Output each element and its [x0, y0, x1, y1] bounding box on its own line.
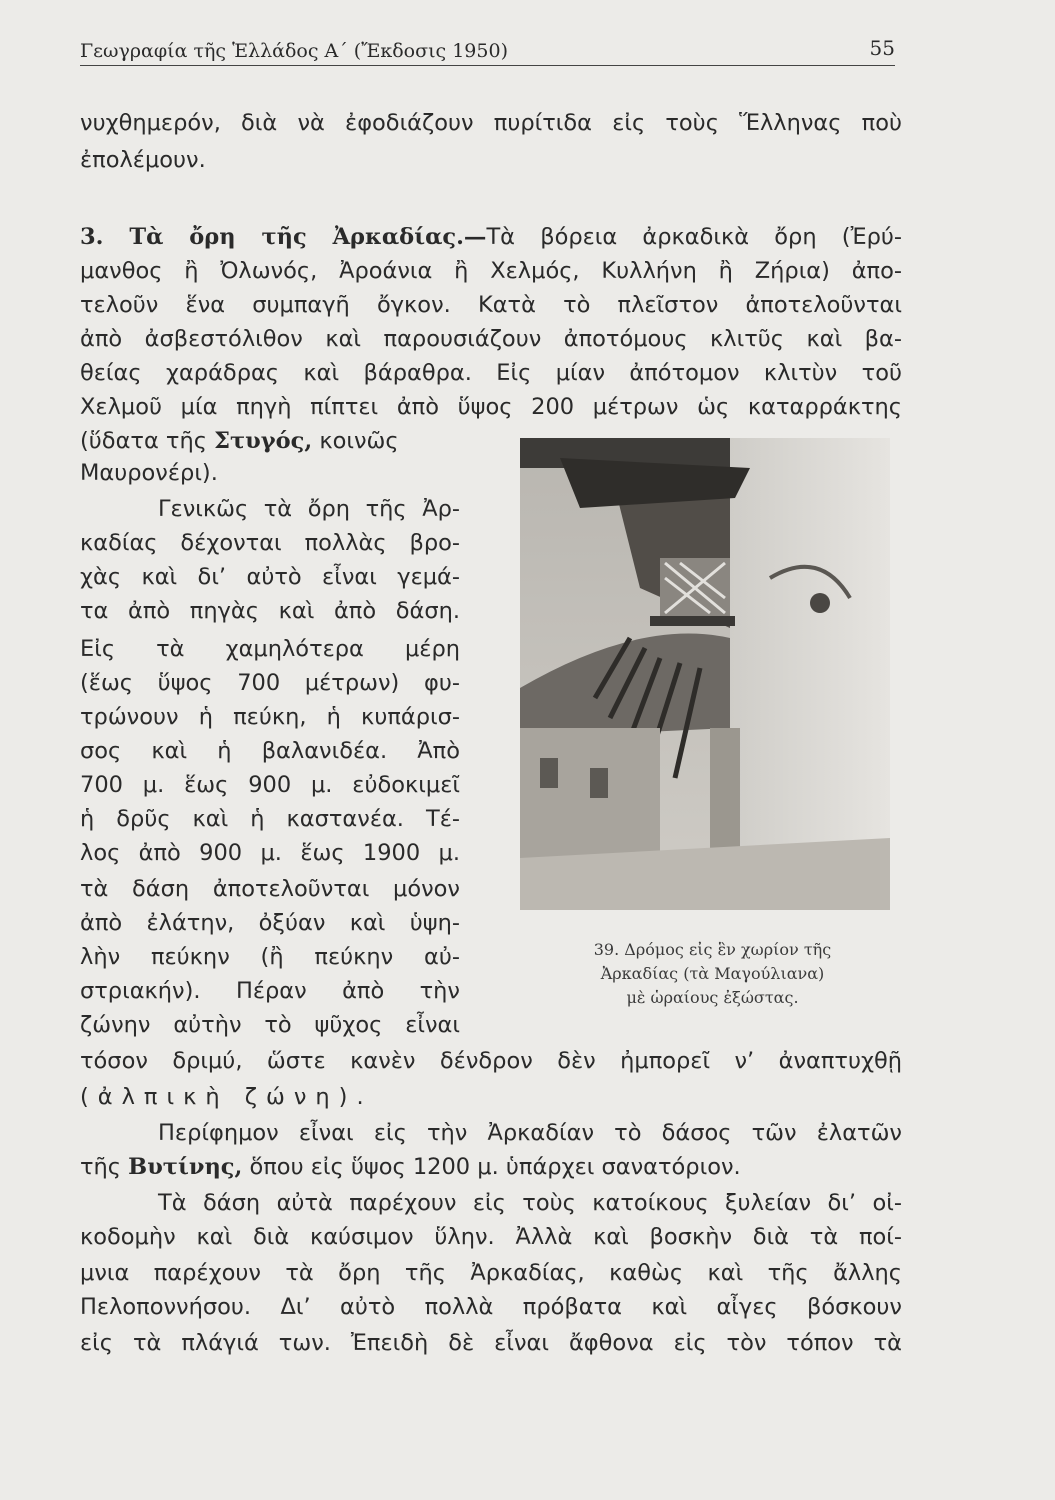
- text-line: Τὰ βόρεια ἀρκαδικὰ ὄρη (Ἐρύ-: [486, 224, 902, 250]
- text-line: ἀπὸ ἐλάτην, ὀξύαν καὶ ὑψη-: [80, 910, 460, 936]
- photo-illustration: [520, 438, 890, 910]
- text-line: σος καὶ ἡ βαλανιδέα. Ἀπὸ: [80, 738, 460, 764]
- text-line: μνια παρέχουν τὰ ὄρη τῆς Ἀρκαδίας, καθὼς καὶ τῆς ἄλλης: [80, 1260, 902, 1286]
- caption-line: 39. Δρόμος εἰς ἓν χωρίον τῆς: [593, 940, 832, 959]
- text-line: Τὰ δάση αὐτὰ παρέχουν εἰς τοὺς κατοίκους ξυλείαν δι’ οἰ-: [158, 1190, 902, 1216]
- vytina-line: [80, 1152, 741, 1182]
- text-line: μανθος ἢ Ὀλωνός, Ἀροάνια ἢ Χελμός, Κυλλήνη ἢ Ζήρια) ἀπο-: [80, 258, 902, 284]
- text-line: τρώνουν ἡ πεύκη, ἡ κυπάρισ-: [80, 704, 460, 730]
- text-line: 700 μ. ἕως 900 μ. εὐδοκιμεῖ: [80, 772, 460, 798]
- section-heading: 3. Τὰ ὄρη τῆς Ἀρκαδίας.—: [80, 224, 487, 250]
- text-line: στριακήν). Πέραν ἀπὸ τὴν: [80, 978, 460, 1004]
- text-line: τόσον δριμύ, ὥστε κανὲν δένδρον δὲν ἠμπορεῖ ν’ ἀναπτυχθῇ: [80, 1048, 902, 1074]
- section-heading-line: [80, 222, 902, 252]
- vytina-term: Βυτίνης,: [128, 1154, 243, 1180]
- text-line: Περίφημον εἶναι εἰς τὴν Ἀρκαδίαν τὸ δάσος τῶν ἐλατῶν: [158, 1120, 902, 1146]
- page-number: 55: [869, 36, 895, 60]
- text-line: (ὕδατα τῆς: [80, 428, 207, 454]
- text-line: εἰς τὰ πλάγιά των. Ἐπειδὴ δὲ εἶναι ἄφθονα εἰς τὸν τόπον τὰ: [80, 1330, 902, 1356]
- figure-caption: [540, 938, 885, 1010]
- text-line: Μαυρονέρι).: [80, 460, 218, 486]
- text-line: καδίας δέχονται πολλὰς βρο-: [80, 530, 460, 556]
- text-line: λὴν πεύκην (ἢ πεύκην αὐ-: [80, 944, 460, 970]
- running-header: [80, 36, 895, 66]
- text-line: ἀπὸ ἀσβεστόλιθον καὶ παρουσιάζουν ἀποτόμους κλιτῦς καὶ βα-: [80, 326, 902, 352]
- running-title: Γεωγραφία τῆς Ἑλλάδος Α΄ (Ἔκδοσις 1950): [80, 40, 508, 62]
- text-line: Πελοποννήσου. Δι’ αὐτὸ πολλὰ πρόβατα καὶ αἶγες βόσκουν: [80, 1294, 902, 1320]
- caption-line: Ἀρκαδίας (τὰ Μαγούλιανα): [600, 964, 825, 983]
- text-line: ὅπου εἰς ὕψος 1200 μ. ὑπάρχει σανατόριον.: [249, 1154, 741, 1180]
- text-line: τελοῦν ἕνα συμπαγῆ ὄγκον. Κατὰ τὸ πλεῖστον ἀποτελοῦνται: [80, 292, 902, 318]
- caption-line: μὲ ὡραίους ἐξώστας.: [626, 988, 799, 1007]
- text-line: χὰς καὶ δι’ αὐτὸ εἶναι γεμά-: [80, 564, 460, 590]
- text-line: κοδομὴν καὶ διὰ καύσιμον ὕλην. Ἀλλὰ καὶ βοσκὴν διὰ τὰ ποί-: [80, 1224, 902, 1250]
- text-line: κοινῶς: [319, 428, 399, 454]
- styx-term: Στυγός,: [214, 428, 313, 454]
- text-line: Εἰς τὰ χαμηλότερα μέρη: [80, 636, 460, 662]
- styx-line: [80, 426, 460, 456]
- text-line: (ἀλπικὴ ζώνη).: [80, 1084, 373, 1110]
- text-line: νυχθημερόν, διὰ νὰ ἐφοδιάζουν πυρίτιδα εἰς τοὺς Ἕλληνας ποὺ: [80, 110, 902, 136]
- text-line: τα ἀπὸ πηγὰς καὶ ἀπὸ δάση.: [80, 598, 460, 624]
- text-line: τὰ δάση ἀποτελοῦνται μόνον: [80, 876, 460, 902]
- text-line: Χελμοῦ μία πηγὴ πίπτει ἀπὸ ὕψος 200 μέτρων ὡς καταρράκτης: [80, 394, 902, 420]
- text-line: Γενικῶς τὰ ὄρη τῆς Ἀρ-: [158, 496, 460, 522]
- text-line: ἡ δρῦς καὶ ἡ καστανέα. Τέ-: [80, 806, 460, 832]
- text-line: (ἕως ὕψος 700 μέτρων) φυ-: [80, 670, 460, 696]
- text-line: λος ἀπὸ 900 μ. ἕως 1900 μ.: [80, 840, 460, 866]
- village-street-photo: [520, 438, 890, 910]
- text-line: ζώνην αὐτὴν τὸ ψῦχος εἶναι: [80, 1012, 460, 1038]
- text-line: ἐπολέμουν.: [80, 147, 206, 173]
- text-line: τῆς: [80, 1154, 122, 1180]
- text-line: θείας χαράδρας καὶ βάραθρα. Εἰς μίαν ἀπότομον κλιτὺν τοῦ: [80, 360, 902, 386]
